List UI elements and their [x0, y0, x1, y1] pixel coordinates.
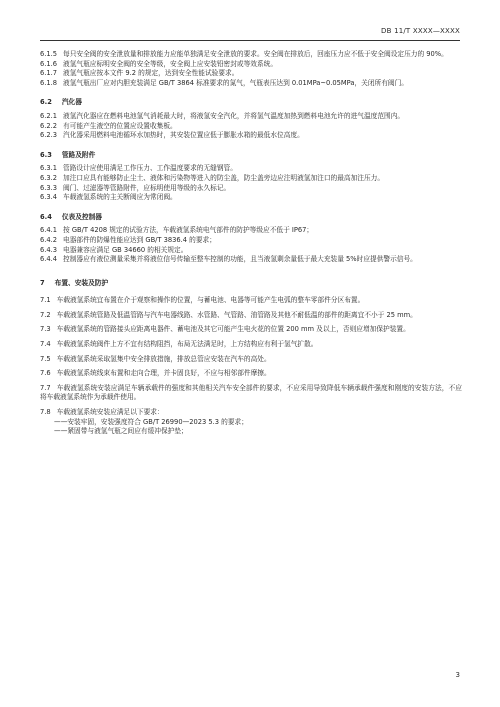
clause-6-3-3: 6.3.3 阀门、过滤器等管路附件，应标明使用等级的永久标记。	[40, 183, 231, 192]
clause-6-4-3: 6.4.3 电器兼容应满足 GB 34660 的相关规定。	[40, 245, 188, 254]
clause-6-3-4: 6.3.4 车载液氢系统的主关断阀应为常闭阀。	[40, 193, 177, 202]
clause-6-1-6: 6.1.6 液氢气瓶应标明安全阀的安全等级，安全阀上应安装铅密封或等效系统。	[40, 59, 278, 68]
clause-7-2: 7.2 车载液氢系统管路及低温管路与汽车电器线路、水管路、气管路、油管路及其他不耐低温的部件的距离宜不小于 25 mm。	[40, 310, 417, 319]
clause-6-1-8: 6.1.8 液氢气瓶出厂应对内胆充装满足 GB/T 3864 标准要求的氮气，气瓶表压达到 0.01MPa~0.05MPa，关闭所有阀门。	[40, 78, 408, 87]
clause-6-4-1: 6.4.1 按 GB/T 4208 规定的试验方法，车载液氢系统电气部件的防护等级应不低于 IP67；	[40, 226, 314, 235]
header-rule	[40, 40, 460, 41]
clause-6-4-2: 6.4.2 电器部件的防爆性能应达到 GB/T 3836.4 的要求；	[40, 235, 216, 244]
clause-6-1-7: 6.1.7 液氢气瓶应按本文件 9.2 的规定，达到安全性能试验要求。	[40, 69, 239, 78]
standard-code: DB 11/T XXXX—XXXX	[381, 27, 460, 35]
clause-6-2-3: 6.2.3 汽化器采用燃料电池循环水加热时，其安装位置应低于膨胀水箱的最低水位高度。	[40, 131, 304, 140]
clause-7-4: 7.4 车载液氢系统阀件上方不宜有结构阻挡，布局无法满足时，上方结构应有利于氢气扩散。	[40, 340, 318, 349]
page-number: 3	[455, 671, 460, 679]
section-heading-6-3: 6.3 管路及附件	[40, 150, 96, 159]
clause-6-1-5: 6.1.5 每只安全阀的安全泄放量和排放能力应能单独满足安全泄放的要求。安全阀在排放后，回座压力应不低于安全阀设定压力的 90%。	[40, 50, 448, 58]
section-heading-6-4: 6.4 仪表及控制器	[40, 212, 102, 221]
chapter-heading-7: 7 布置、安装及防护	[40, 278, 109, 287]
clause-6-2-1: 6.2.1 液氢汽化器应在燃料电池氢气消耗最大时，将液氢安全汽化，并将氢气温度加热到燃料电池允许的进气温度范围内。	[40, 111, 405, 120]
clause-6-2-2: 6.2.2 有可能产生液空的位置应设置收集板。	[40, 121, 177, 130]
clause-7-6: 7.6 车载液氢系统线束布置和走向合理，并卡固良好，不应与相邻部件摩擦。	[40, 369, 271, 378]
section-heading-6-2: 6.2 汽化器	[40, 98, 82, 107]
clause-6-4-4: 6.4.4 控制器应有液位测量采集并将液位信号传输至整车控制的功能，且当液氢剩余量低于最大充装量 5%时应提供警示信号。	[40, 255, 417, 264]
clause-7-1: 7.1 车载液氢系统宜布置在介于观察和操作的位置，与蓄电池、电器等可能产生电弧的整车零部件分区布置。	[40, 296, 365, 305]
list-item: ——安装牢固，安装强度符合 GB/T 26990—2023 5.3 的要求；	[54, 417, 248, 426]
clause-7-3: 7.3 车载液氢系统的管路接头应距离电器件、蓄电池及其它可能产生电火花的位置 200 mm 及以上，否则应增加保护装置。	[40, 325, 410, 334]
clause-7-7: 7.7 车载液氢系统安装应满足车辆承载件的强度和其他相关汽车安全部件的要求，不应采用导致降低车辆承载件强度和刚度的安装方法，不应将车载液氢系统作为承载件使用。	[40, 383, 462, 402]
clause-6-3-1: 6.3.1 管路设计应使用满足工作压力、工作温度要求的无缝钢管。	[40, 164, 237, 173]
list-item: ——紧固带与液氢气瓶之间应有缓冲保护垫；	[54, 427, 188, 436]
clause-7-5: 7.5 车载液氢系统采取氢集中安全排放措施，排放总管应安装在汽车的高处。	[40, 354, 271, 363]
clause-6-3-2: 6.3.2 加注口应具有能够防止尘土、液体和污染物等进入的防尘盖，防尘盖旁边应注明液氢加注口的最高加注压力。	[40, 173, 385, 182]
document-body	[40, 50, 462, 437]
page-header	[40, 27, 460, 39]
clause-7-8: 7.8 车载液氢系统安装应满足以下要求：	[40, 408, 164, 417]
